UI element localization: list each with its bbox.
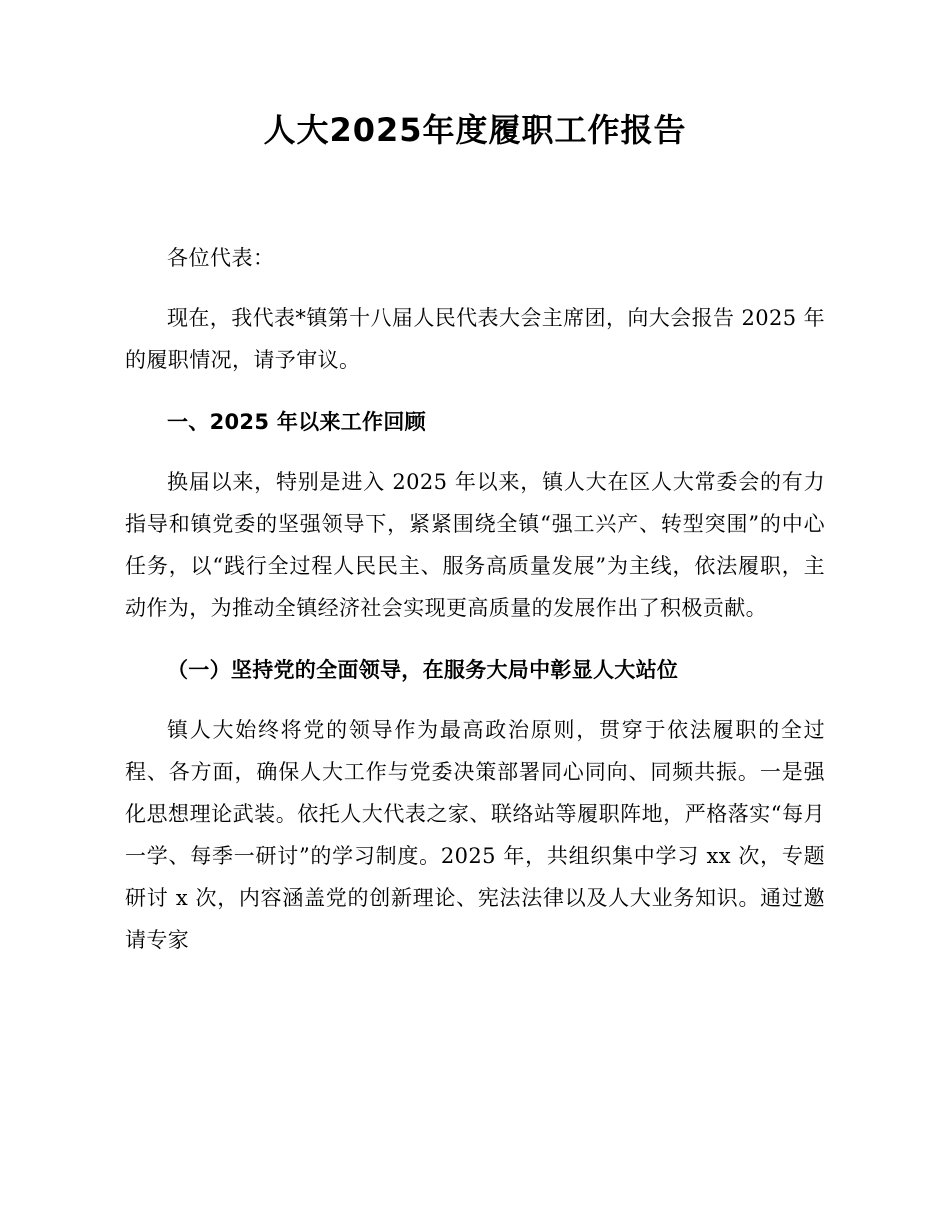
paragraph-intro: 现在，我代表*镇第十八届人民代表大会主席团，向大会报告 2025 年的履职情况，请予审议。 xyxy=(125,305,825,372)
salutation: 各位代表： xyxy=(167,245,275,270)
paragraph-review: 换届以来，特别是进入 2025 年以来，镇人大在区人大常委会的有力指导和镇党委的坚强领导下，紧紧围绕全镇“强工兴产、转型突围”的中心任务，以“践行全过程人民民主、服务高质量发展”为主线，依法履职，主动作为，为推动全镇经济社会实现更高质量的发展作出了积极贡献。 xyxy=(125,469,825,620)
section-heading-1: 一、2025 年以来工作回顾 xyxy=(167,409,426,434)
document-content xyxy=(125,0,825,961)
subsection-heading-1-1: （一）坚持党的全面领导，在服务大局中彰显人大站位 xyxy=(167,657,679,682)
paragraph-party-leadership: 镇人大始终将党的领导作为最高政治原则，贯穿于依法履职的全过程、各方面，确保人大工作与党委决策部署同心同向、同频共振。一是强化思想理论武装。依托人大代表之家、联络站等履职阵地，严格落实“每月一学、每季一研讨”的学习制度。2025 年，共组织集中学习 xx 次，专题研讨 x 次，内容涵盖党的创新理论、宪法法律以及人大业务知识。通过邀请专家 xyxy=(125,717,825,952)
page-title: 人大2025年度履职工作报告 xyxy=(263,111,687,149)
